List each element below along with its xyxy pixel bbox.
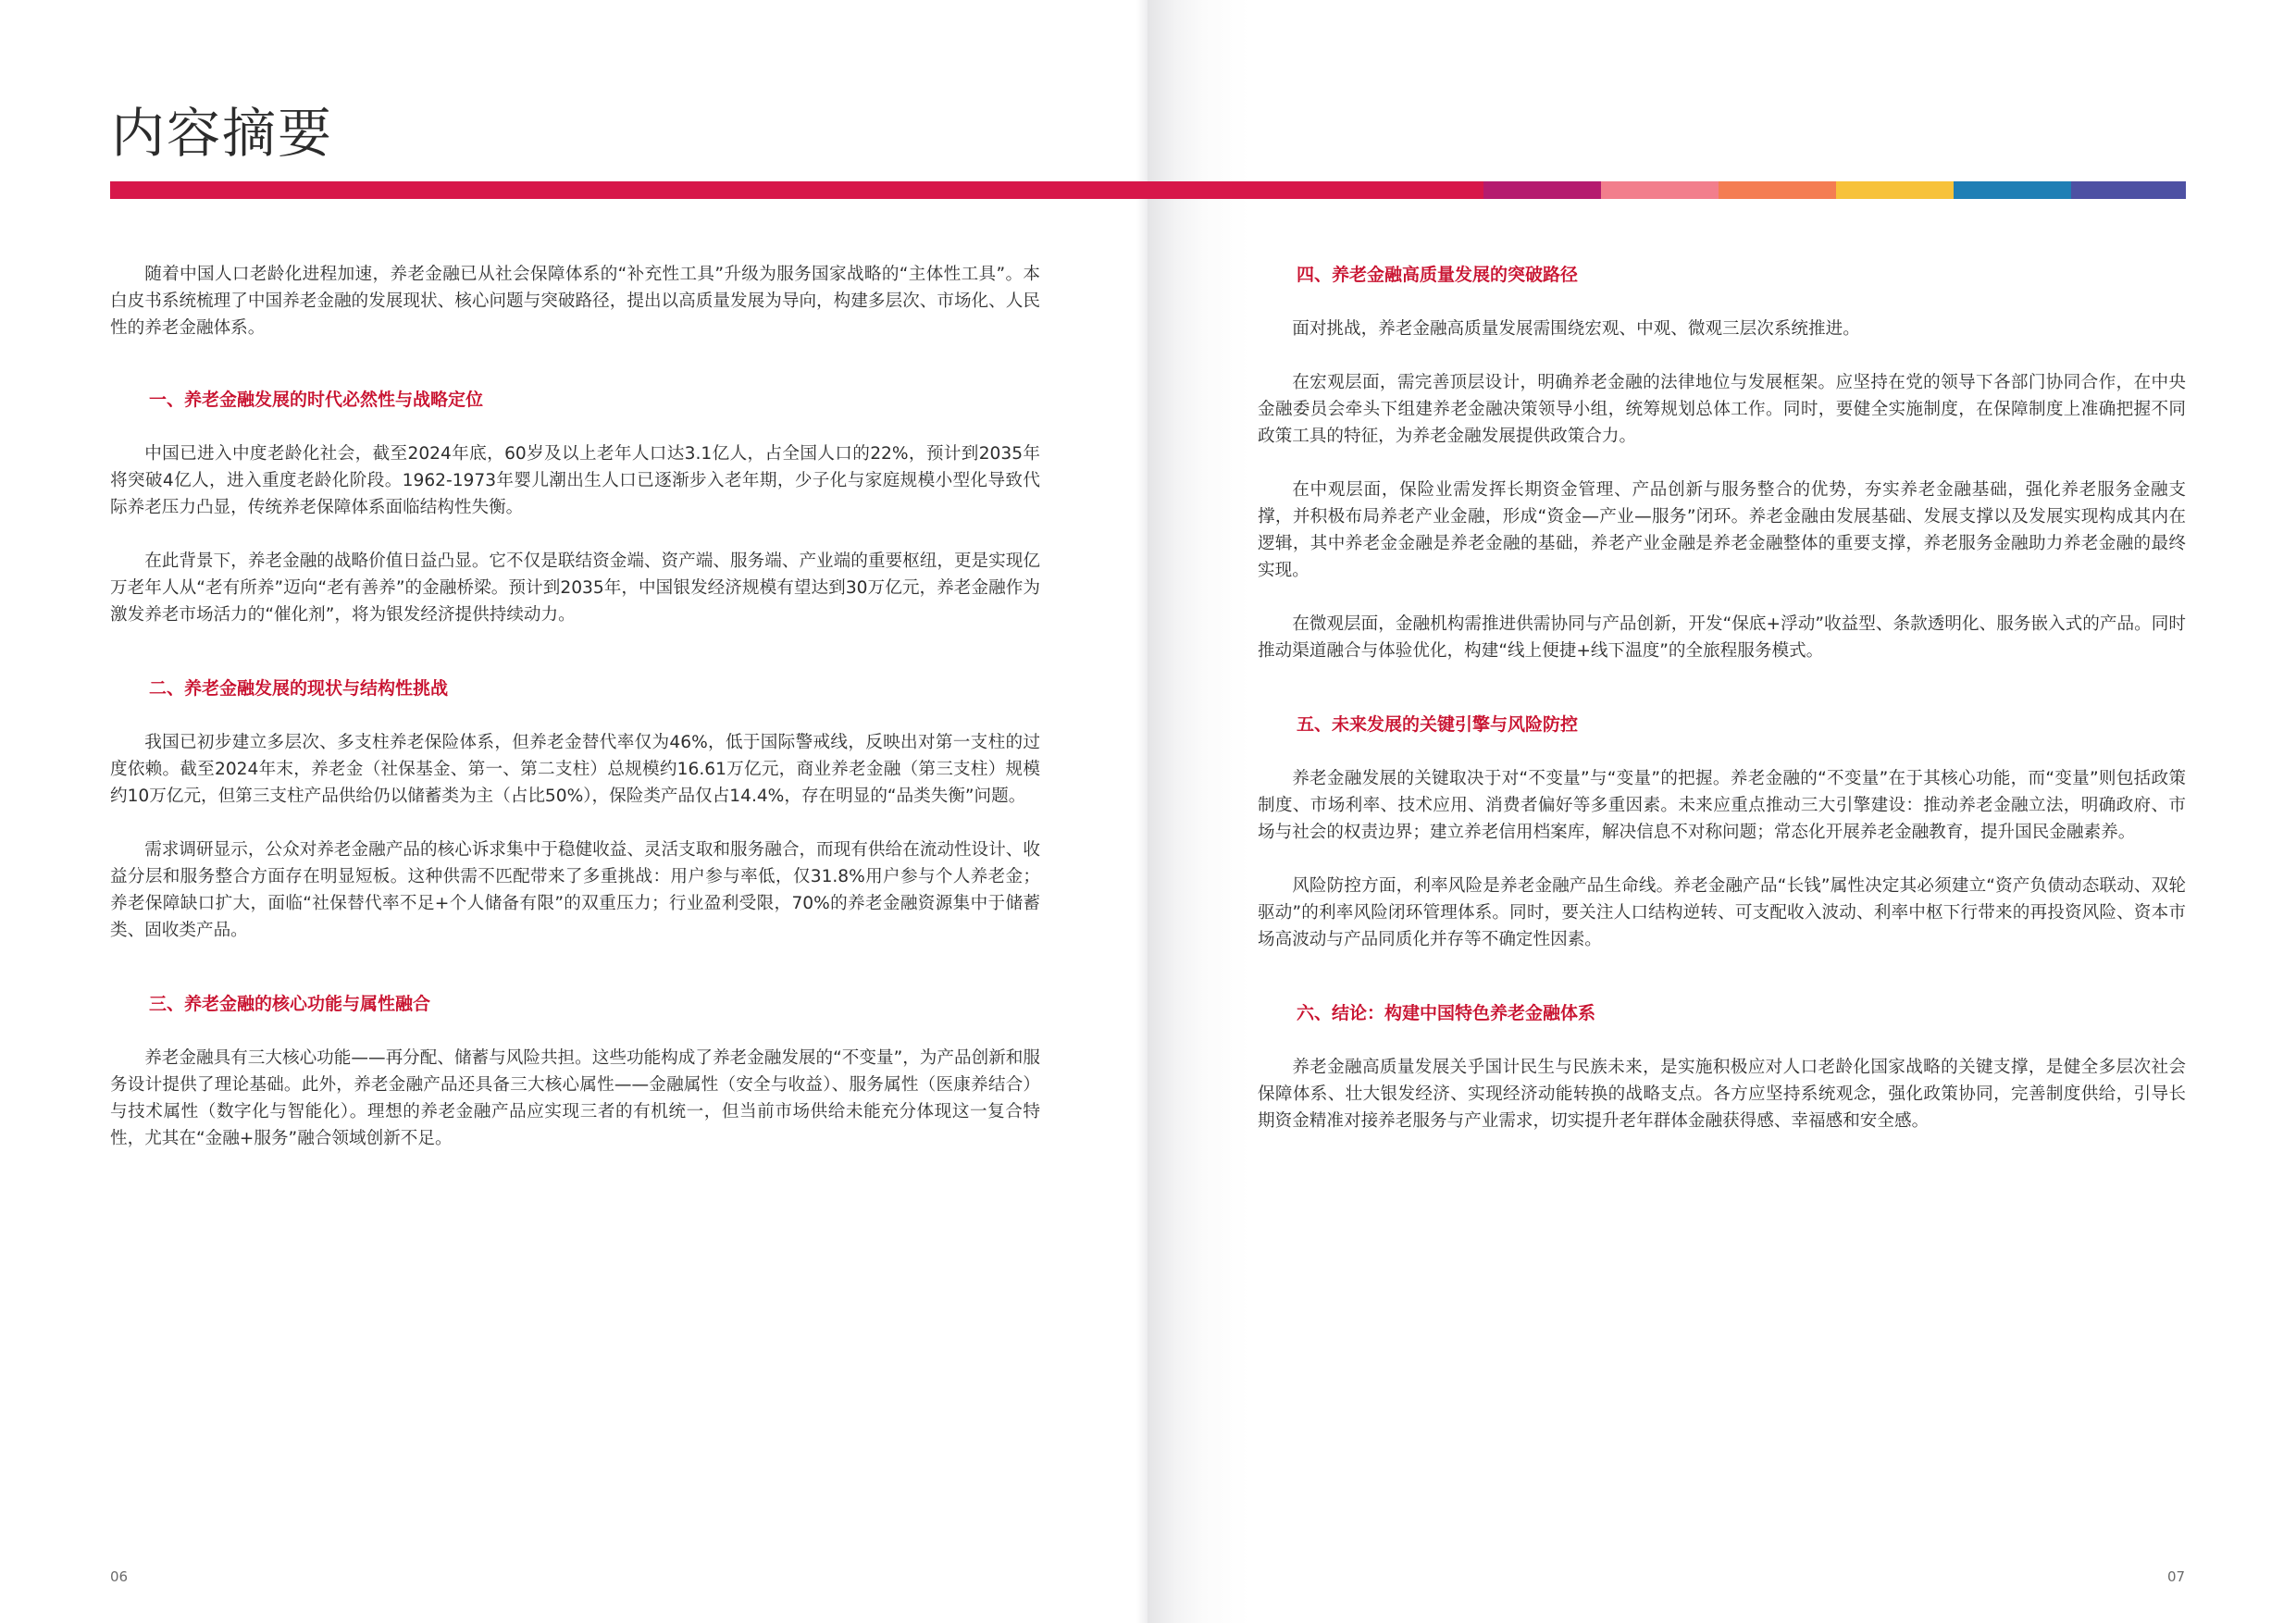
section-heading-1: 一、养老金融发展的时代必然性与战略定位 xyxy=(149,390,484,410)
color-bar-segment-magenta xyxy=(1483,181,1601,199)
section-4-paragraph-1: 面对挑战，养老金融高质量发展需围绕宏观、中观、微观三层次系统推进。 xyxy=(1292,319,1860,339)
color-bar-segment-indigo xyxy=(2071,181,2186,199)
section-heading-6: 六、结论：构建中国特色养老金融体系 xyxy=(1297,1003,1596,1023)
section-4-paragraph-4: 在微观层面，金融机构需推进供需协同与产品创新，开发“保底+浮动”收益型、条款透明化、服务嵌入式的产品。同时推动渠道融合与体验优化，构建“线上便捷+线下温度”的全旅程服务模式。 xyxy=(1258,614,2186,661)
page-number-left: 06 xyxy=(110,1568,129,1585)
section-4-paragraph-3: 在中观层面，保险业需发挥长期资金管理、产品创新与服务整合的优势，夯实养老金融基础，强化养老服务金融支撑，并积极布局养老产业金融，形成“资金—产业—服务”闭环。养老金融由发展基础、发展支撑以及发展实现构成其内在逻辑，其中养老金金融是养老金融的基础，养老产业金融是养老金融整体的重要支撑，养老服务金融助力养老金融的最终实现。 xyxy=(1258,480,2186,580)
page-title: 内容摘要 xyxy=(111,102,334,165)
color-bar xyxy=(110,181,2186,199)
color-bar-segment-blue xyxy=(1954,181,2071,199)
color-bar-segment-pink xyxy=(1601,181,1719,199)
section-3-paragraph-1: 养老金融具有三大核心功能——再分配、储蓄与风险共担。这些功能构成了养老金融发展的“不变量”，为产品创新和服务设计提供了理论基础。此外，养老金融产品还具备三大核心属性——金融属性（安全与收益）、服务属性（医康养结合）与技术属性（数字化与智能化）。理想的养老金融产品应实现三者的有机统一，但当前市场供给未能充分体现这一复合特性，尤其在“金融+服务”融合领域创新不足。 xyxy=(110,1048,1040,1148)
left-column xyxy=(110,261,1040,1152)
intro-paragraph: 随着中国人口老龄化进程加速，养老金融已从社会保障体系的“补充性工具”升级为服务国家战略的“主体性工具”。本白皮书系统梳理了中国养老金融的发展现状、核心问题与突破路径，提出以高质量发展为导向，构建多层次、市场化、人民性的养老金融体系。 xyxy=(110,265,1040,338)
section-2-paragraph-1: 我国已初步建立多层次、多支柱养老保险体系，但养老金替代率仅为46%，低于国际警戒线，反映出对第一支柱的过度依赖。截至2024年末，养老金（社保基金、第一、第二支柱）总规模约16.61万亿元，商业养老金融（第三支柱）规模约10万亿元，但第三支柱产品供给仍以储蓄类为主（占比50%），保险类产品仅占14.4%，存在明显的“品类失衡”问题。 xyxy=(110,733,1040,806)
section-heading-5: 五、未来发展的关键引擎与风险防控 xyxy=(1297,714,1579,735)
page-number-right: 07 xyxy=(2167,1568,2186,1585)
section-1-paragraph-1: 中国已进入中度老龄化社会，截至2024年底，60岁及以上老年人口达3.1亿人，占全国人口的22%，预计到2035年将突破4亿人，进入重度老龄化阶段。1962-1973年婴儿潮出生人口已逐渐步入老年期，少子化与家庭规模小型化导致代际养老压力凸显，传统养老保障体系面临结构性失衡。 xyxy=(110,444,1040,517)
spine-shadow xyxy=(1136,0,1148,1623)
section-heading-3: 三、养老金融的核心功能与属性融合 xyxy=(149,994,431,1014)
section-6-paragraph-1: 养老金融高质量发展关乎国计民生与民族未来，是实施积极应对人口老龄化国家战略的关键支撑，是健全多层次社会保障体系、壮大银发经济、实现经济动能转换的战略支点。各方应坚持系统观念，强化政策协同，完善制度供给，引导长期资金精准对接养老服务与产业需求，切实提升老年群体金融获得感、幸福感和安全感。 xyxy=(1258,1058,2186,1131)
section-4-paragraph-2: 在宏观层面，需完善顶层设计，明确养老金融的法律地位与发展框架。应坚持在党的领导下各部门协同合作，在中央金融委员会牵头下组建养老金融决策领导小组，统筹规划总体工作。同时，要健全实施制度，在保障制度上准确把握不同政策工具的特征，为养老金融发展提供政策合力。 xyxy=(1258,373,2186,446)
section-5-paragraph-1: 养老金融发展的关键取决于对“不变量”与“变量”的把握。养老金融的“不变量”在于其核心功能，而“变量”则包括政策制度、市场利率、技术应用、消费者偏好等多重因素。未来应重点推动三大引擎建设：推动养老金融立法，明确政府、市场与社会的权责边界；建立养老信用档案库，解决信息不对称问题；常态化开展养老金融教育，提升国民金融素养。 xyxy=(1258,769,2186,842)
section-5-paragraph-2: 风险防控方面，利率风险是养老金融产品生命线。养老金融产品“长钱”属性决定其必须建立“资产负债动态联动、双轮驱动”的利率风险闭环管理体系。同时，要关注人口结构逆转、可支配收入波动、利率中枢下行带来的再投资风险、资本市场高波动与产品同质化并存等不确定性因素。 xyxy=(1258,876,2186,949)
color-bar-segment-red xyxy=(110,181,1483,199)
section-heading-4: 四、养老金融高质量发展的突破路径 xyxy=(1297,265,1579,285)
color-bar-segment-orange xyxy=(1719,181,1836,199)
right-column xyxy=(1258,262,2186,1134)
section-2-paragraph-2: 需求调研显示，公众对养老金融产品的核心诉求集中于稳健收益、灵活支取和服务融合，而现有供给在流动性设计、收益分层和服务整合方面存在明显短板。这种供需不匹配带来了多重挑战：用户参与率低，仅31.8%用户参与个人养老金；养老保障缺口扩大，面临“社保替代率不足+个人储备有限”的双重压力；行业盈利受限，70%的养老金融资源集中于储蓄类、固收类产品。 xyxy=(110,840,1040,940)
section-heading-2: 二、养老金融发展的现状与结构性挑战 xyxy=(149,678,449,699)
color-bar-segment-yellow xyxy=(1836,181,1954,199)
section-1-paragraph-2: 在此背景下，养老金融的战略价值日益凸显。它不仅是联结资金端、资产端、服务端、产业端的重要枢纽，更是实现亿万老年人从“老有所养”迈向“老有善养”的金融桥梁。预计到2035年，中国银发经济规模有望达到30万亿元，养老金融作为激发养老市场活力的“催化剂”，将为银发经济提供持续动力。 xyxy=(110,551,1040,625)
